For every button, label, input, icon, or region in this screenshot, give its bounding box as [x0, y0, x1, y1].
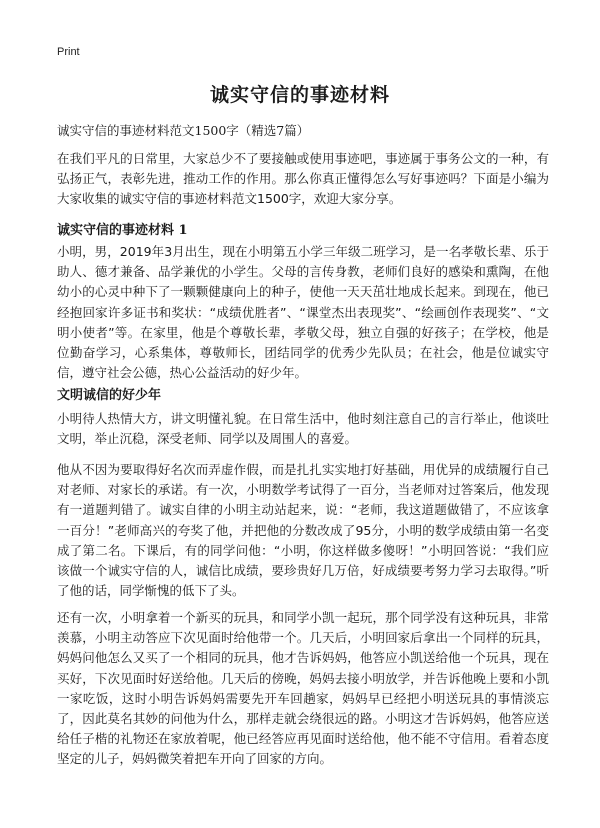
print-link[interactable]: Print [57, 46, 80, 58]
section2-paragraph-3: 还有一次，小明拿着一个新买的玩具，和同学小凯一起玩，那个同学没有这种玩具，非常羡慕，小明主动答应下次见面时给他带一个。几天后，小明回家后拿出一个同样的玩具，妈妈问他怎么又买了一个相同的玩具，他才告诉妈妈，他答应小凯送给他一个玩具，现在买好，下次见面时好送给他。几天后的傍晚，妈妈去接小明放学，并告诉他晚上要和小凯一家吃饭，这时小明告诉妈妈需要先开车回趟家，妈妈早已经把小明送玩具的事情淡忘了，因此莫名其妙的问他为什么，那样走就会绕很远的路。小明这才告诉妈妈，他答应送给任子楷的礼物还在家放着呢，他已经答应再见面时送给他，他不能不守信用。看着态度坚定的儿子，妈妈微笑着把车开向了回家的方向。 [57, 610, 549, 767]
section1-paragraph: 小明，男，2019年3月出生，现在小明第五小学三年级二班学习，是一名孝敬长辈、乐于助人、德才兼备、品学兼优的小学生。父母的言传身教，老师们良好的感染和熏陶，在他幼小的心灵中种下了一颗颗健康向上的种子，使他一天天茁壮地成长起来。到现在，他已经抱回家许多证书和奖状：“成绩优胜者”、“课堂杰出表现奖”、“绘画创作表现奖”、“文明小使者”等。在家里，他是个尊敬长辈，孝敬父母，独立自强的好孩子；在学校，他是位勤奋学习，心系集体，尊敬师长，团结同学的优秀少先队员；在社会，他是位诚实守信，遵守社会公德，热心公益活动的好少年。 [57, 244, 549, 381]
section2-paragraph-1: 小明待人热情大方，讲文明懂礼貌。在日常生活中，他时刻注意自己的言行举止，他谈吐文明，举止沉稳，深受老师、同学以及周围人的喜爱。 [57, 411, 549, 447]
document-subtitle: 诚实守信的事迹材料范文1500字（精选7篇） [57, 123, 310, 138]
section2-paragraph-2: 他从不因为要取得好名次而弄虚作假，而是扎扎实实地打好基础，用优异的成绩履行自己对老师、对家长的承诺。有一次，小明数学考试得了一百分，当老师对过答案后，他发现有一道题判错了。诚实自律的小明主动站起来，说：“老师，我这道题做错了，不应该拿一百分！”老师高兴的夸奖了他，并把他的分数改成了95分，小明的数学成绩由第一名变成了第二名。下课后，有的同学问他：“小明，你这样做多傻呀！”小明回答说：“我们应该做一个诚实守信的人，诚信比成绩，要珍贵好几万倍，好成绩要考努力学习去取得。”听了他的话，同学惭愧的低下了头。 [57, 462, 549, 599]
page-title: 诚实守信的事迹材料 [209, 84, 390, 106]
intro-paragraph: 在我们平凡的日常里，大家总少不了要接触或使用事迹吧，事迹属于事务公文的一种，有弘扬正气，表彰先进，推动工作的作用。那么你真正懂得怎么写好事迹吗？下面是小编为大家收集的诚实守信的事迹材料范文1500字，欢迎大家分享。 [57, 151, 549, 207]
section-heading-2: 文明诚信的好少年 [57, 388, 162, 403]
section-heading-1: 诚实守信的事迹材料 1 [57, 223, 188, 238]
